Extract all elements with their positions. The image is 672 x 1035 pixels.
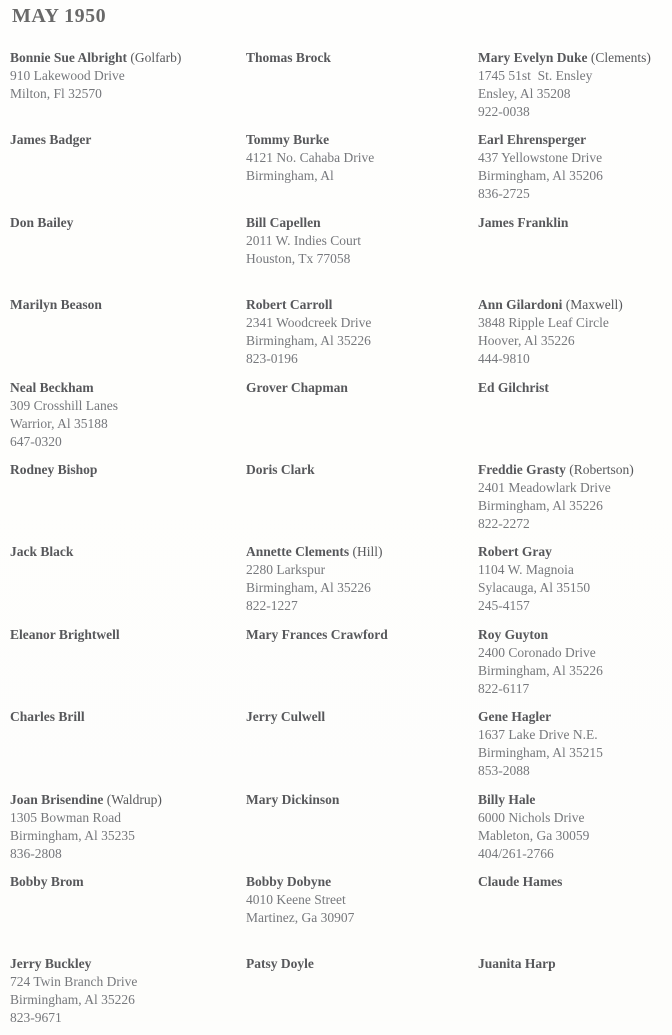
entry-maiden-name: (Clements) xyxy=(587,50,651,65)
entry-name: Eleanor Brightwell xyxy=(10,626,120,642)
entry-name: Claude Hames xyxy=(478,873,563,889)
entry-maiden-name: (Hill) xyxy=(349,544,383,560)
directory-entry xyxy=(10,870,246,952)
entry-address-line: 1104 W. Magnoia xyxy=(478,562,574,578)
entry-name: Marilyn Beason xyxy=(10,297,102,313)
entry-name: Mary Frances Crawford xyxy=(246,626,388,642)
directory-entry xyxy=(246,211,478,293)
entry-address-line: Houston, Tx 77058 xyxy=(246,250,351,266)
entry-address-line: 2011 W. Indies Court xyxy=(246,232,362,248)
entry-name: Mary Evelyn Duke (Clements) xyxy=(478,50,651,65)
entry-name: Ann Gilardoni (Maxwell) xyxy=(478,297,623,313)
entry-name: Don Bailey xyxy=(10,214,74,230)
entry-name: Doris Clark xyxy=(246,461,315,477)
directory-entry xyxy=(478,623,672,705)
entry-name: Robert Gray xyxy=(478,544,552,560)
directory-entry xyxy=(10,376,246,458)
entry-address-line: 404/261-2766 xyxy=(478,845,554,861)
page-title: MAY 1950 xyxy=(12,5,107,27)
entry-address-line: Birmingham, Al 35226 xyxy=(246,580,371,596)
entry-address-line: 1305 Bowman Road xyxy=(10,809,121,825)
entry-maiden-name: (Waldrup) xyxy=(103,791,162,807)
entry-name: Bobby Brom xyxy=(10,873,84,889)
entry-name: Gene Hagler xyxy=(478,709,552,725)
entry-address-line: 4010 Keene Street xyxy=(246,891,346,907)
directory-entry xyxy=(246,788,478,870)
entry-address-line: Warrior, Al 35188 xyxy=(10,415,108,431)
directory-entry xyxy=(246,458,478,540)
entry-address-line: Sylacauga, Al 35150 xyxy=(478,580,591,596)
directory-entry xyxy=(246,623,478,705)
directory-entry xyxy=(246,376,478,458)
entry-name: Charles Brill xyxy=(10,709,85,725)
directory-entry xyxy=(478,376,672,458)
entry-name: Tommy Burke xyxy=(246,132,330,148)
entry-name: Rodney Bishop xyxy=(10,461,98,477)
entry-name: Grover Chapman xyxy=(246,379,348,395)
entry-address-line: Birmingham, Al 35226 xyxy=(478,662,603,678)
entry-name: James Franklin xyxy=(478,214,569,230)
directory-entry xyxy=(478,46,672,128)
entry-maiden-name: (Robertson) xyxy=(565,461,634,477)
entry-address-line: 910 Lakewood Drive xyxy=(10,68,125,83)
entry-name: Robert Carroll xyxy=(246,297,333,313)
entry-address-line: Birmingham, Al 35226 xyxy=(246,333,371,349)
entry-address-line: 822-2272 xyxy=(478,515,530,531)
entry-name: Roy Guyton xyxy=(478,626,549,642)
entry-address-line: 922-0038 xyxy=(478,104,530,119)
entry-name: Bill Capellen xyxy=(246,214,321,230)
directory-entry xyxy=(10,128,246,210)
directory-entry xyxy=(10,952,246,1034)
entry-address-line: 4121 No. Cahaba Drive xyxy=(246,150,375,166)
entry-address-line: 437 Yellowstone Drive xyxy=(478,150,603,166)
entry-name: Thomas Brock xyxy=(246,50,331,65)
entry-name: Joan Brisendine (Waldrup) xyxy=(10,791,162,807)
entry-name: Bonnie Sue Albright (Golfarb) xyxy=(10,50,182,65)
directory-entry xyxy=(10,211,246,293)
directory-entry xyxy=(246,705,478,787)
entry-address-line: 836-2725 xyxy=(478,186,530,202)
entry-address-line: 6000 Nichols Drive xyxy=(478,809,585,825)
entry-address-line: 823-9671 xyxy=(10,1010,62,1026)
entry-address-line: 823-0196 xyxy=(246,351,298,367)
entry-address-line: 444-9810 xyxy=(478,351,530,367)
directory-entry xyxy=(246,540,478,622)
entry-address-line: Birmingham, Al 35215 xyxy=(478,745,603,761)
directory-entry xyxy=(246,293,478,375)
directory-entry xyxy=(10,623,246,705)
directory-entry xyxy=(246,46,478,128)
entry-address-line: 853-2088 xyxy=(478,763,530,779)
entry-maiden-name: (Maxwell) xyxy=(562,297,623,313)
entry-name: Patsy Doyle xyxy=(246,956,314,972)
directory-entry xyxy=(478,952,672,1034)
entry-address-line: 724 Twin Branch Drive xyxy=(10,974,138,990)
entry-address-line: 647-0320 xyxy=(10,433,62,449)
entry-address-line: Birmingham, Al 35206 xyxy=(478,168,603,184)
directory-entry xyxy=(478,211,672,293)
directory-entry xyxy=(478,458,672,540)
entry-address-line: Birmingham, Al 35226 xyxy=(10,992,135,1008)
entry-address-line: 822-1227 xyxy=(246,598,298,614)
entry-address-line: Birmingham, Al 35226 xyxy=(478,497,603,513)
entry-address-line: Milton, Fl 32570 xyxy=(10,86,102,101)
entry-name: Billy Hale xyxy=(478,791,536,807)
entry-name: Jerry Buckley xyxy=(10,956,92,972)
entry-name: Annette Clements (Hill) xyxy=(246,544,383,560)
directory-entry xyxy=(10,705,246,787)
directory-entry xyxy=(478,705,672,787)
entry-name: Bobby Dobyne xyxy=(246,873,332,889)
directory-entry xyxy=(246,870,478,952)
directory-entry xyxy=(478,540,672,622)
directory-entry xyxy=(10,46,246,128)
directory-entry xyxy=(246,128,478,210)
entry-name: James Badger xyxy=(10,132,92,148)
entry-address-line: 1745 51st St. Ensley xyxy=(478,68,593,83)
directory-entry xyxy=(478,788,672,870)
entry-address-line: 2400 Coronado Drive xyxy=(478,644,596,660)
directory-entry xyxy=(10,540,246,622)
entry-address-line: Martinez, Ga 30907 xyxy=(246,909,355,925)
entry-name: Neal Beckham xyxy=(10,379,94,395)
directory-entry xyxy=(10,788,246,870)
entry-address-line: Birmingham, Al 35235 xyxy=(10,827,135,843)
entry-name: Ed Gilchrist xyxy=(478,379,549,395)
entry-name: Jack Black xyxy=(10,544,74,560)
entry-maiden-name: (Golfarb) xyxy=(127,50,182,65)
entry-address-line: 822-6117 xyxy=(478,680,530,696)
entry-address-line: Mableton, Ga 30059 xyxy=(478,827,590,843)
entry-name: Freddie Grasty (Robertson) xyxy=(478,461,634,477)
entry-name: Juanita Harp xyxy=(478,956,556,972)
entry-address-line: 2341 Woodcreek Drive xyxy=(246,315,372,331)
directory-entry xyxy=(478,128,672,210)
directory-entry xyxy=(478,293,672,375)
directory-entry xyxy=(10,458,246,540)
entry-address-line: Hoover, Al 35226 xyxy=(478,333,575,349)
entry-address-line: Ensley, Al 35208 xyxy=(478,86,571,101)
entry-address-line: 2280 Larkspur xyxy=(246,562,326,578)
entry-address-line: 836-2808 xyxy=(10,845,62,861)
entry-address-line: 3848 Ripple Leaf Circle xyxy=(478,315,609,331)
directory-entry xyxy=(10,293,246,375)
entry-address-line: 309 Crosshill Lanes xyxy=(10,397,118,413)
directory-grid xyxy=(10,46,672,1035)
entry-address-line: Birmingham, Al xyxy=(246,168,334,184)
entry-address-line: 245-4157 xyxy=(478,598,530,614)
directory-entry xyxy=(246,952,478,1034)
directory-entry xyxy=(478,870,672,952)
entry-name: Jerry Culwell xyxy=(246,709,326,725)
entry-name: Mary Dickinson xyxy=(246,791,340,807)
entry-address-line: 1637 Lake Drive N.E. xyxy=(478,727,598,743)
entry-address-line: 2401 Meadowlark Drive xyxy=(478,479,611,495)
entry-name: Earl Ehrensperger xyxy=(478,132,587,148)
